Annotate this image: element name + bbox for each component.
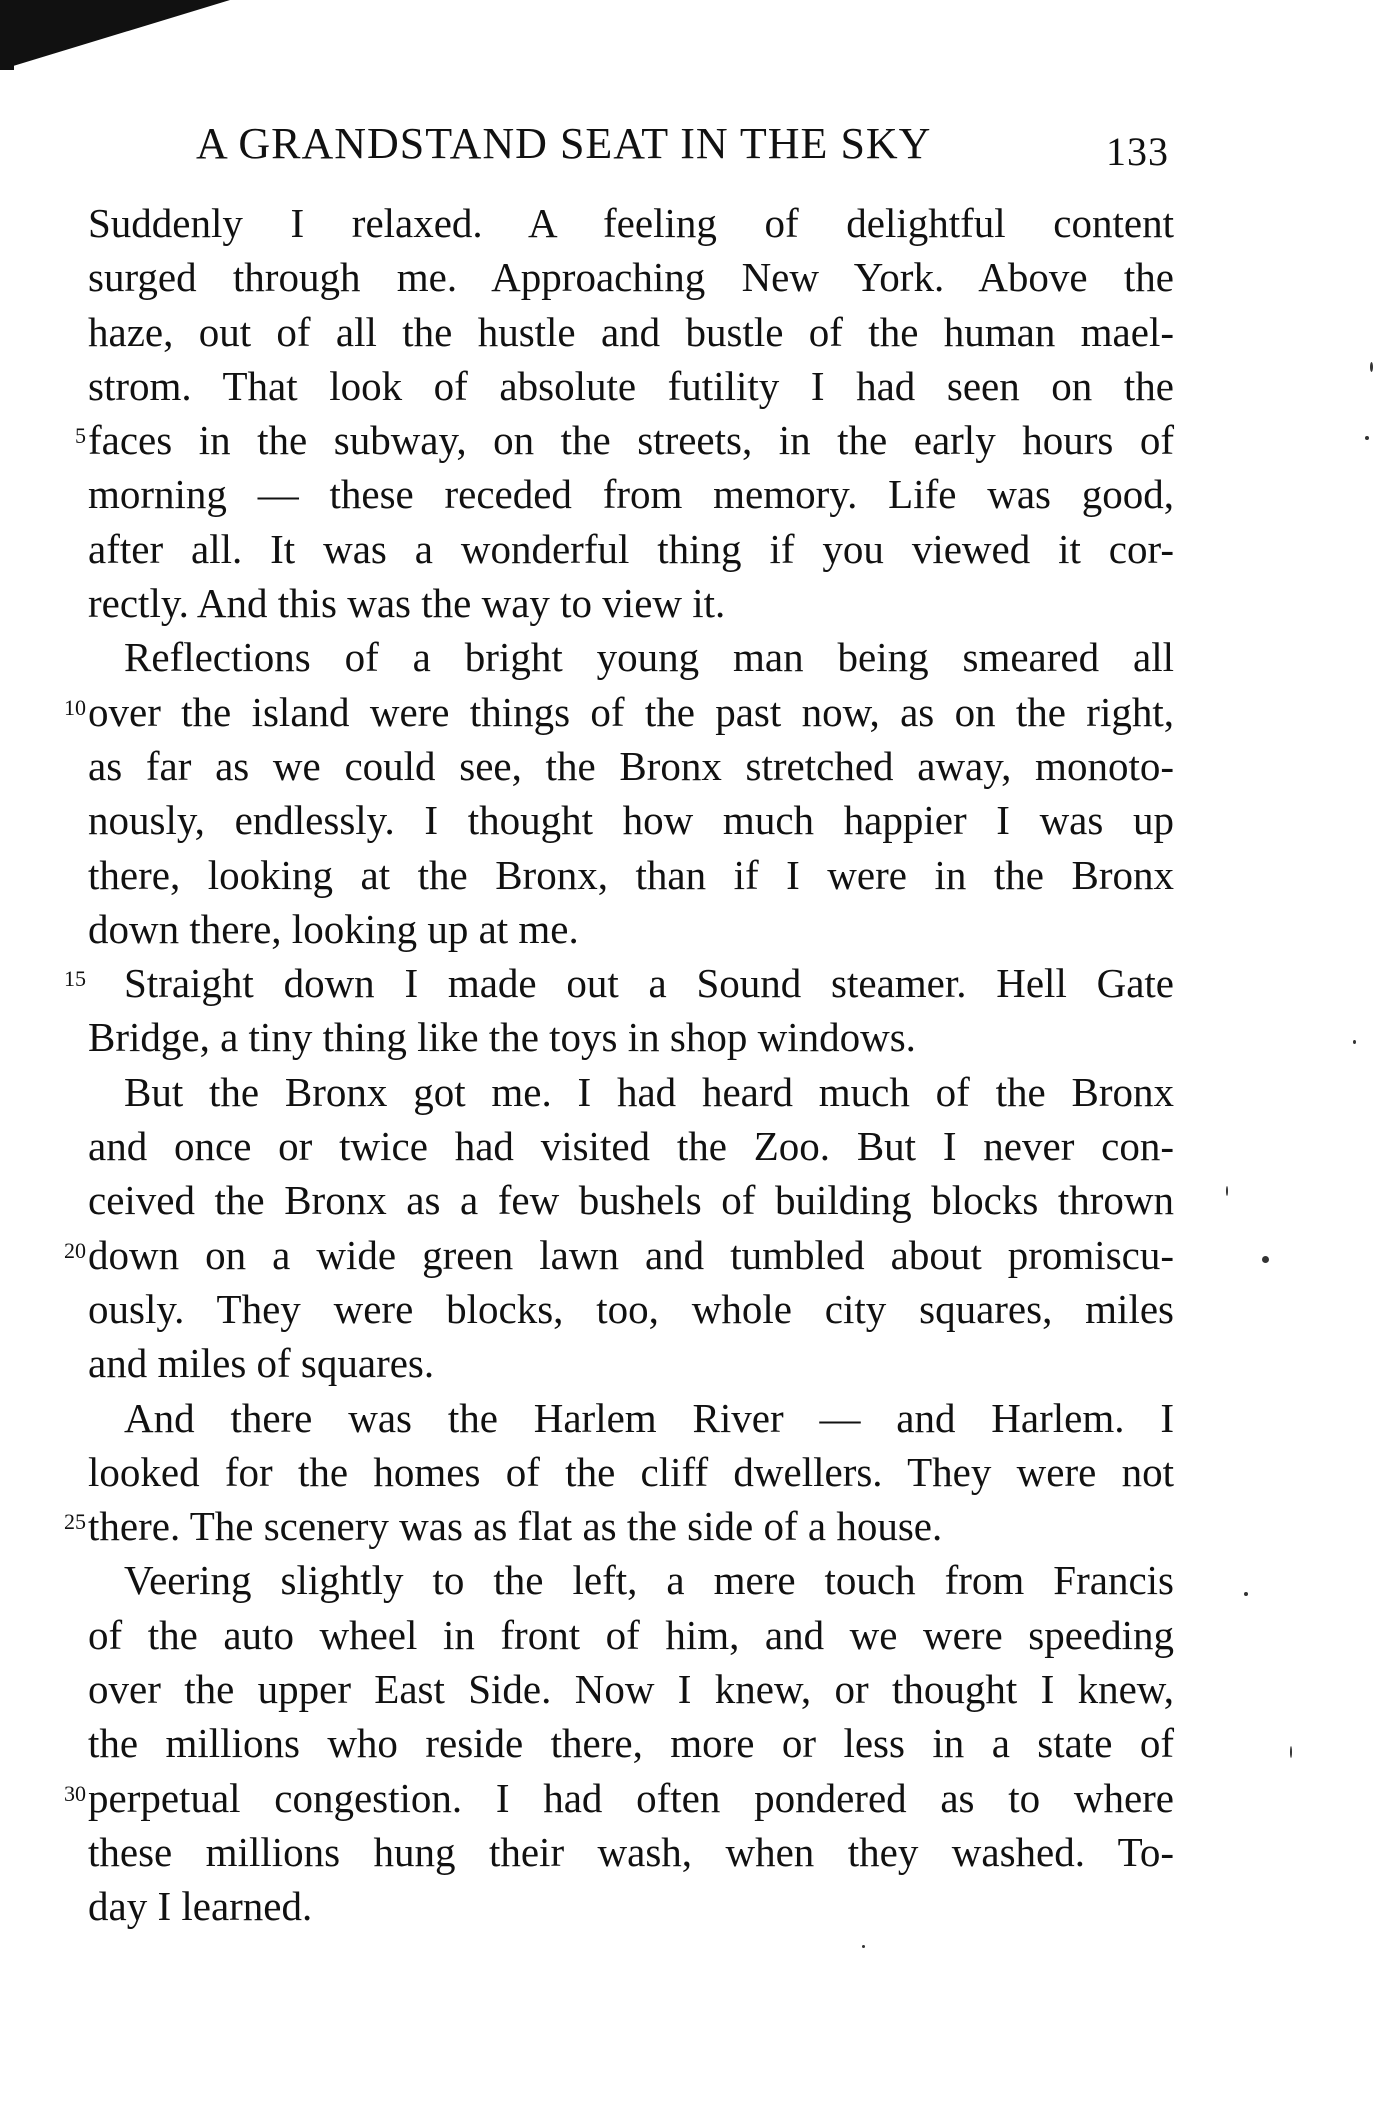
text-line [88, 1825, 1174, 1879]
text-line [88, 522, 1174, 576]
line-text: of the auto wheel in front of him, and we were speeding [88, 1611, 1174, 1658]
line-number: 25 [64, 1509, 86, 1535]
text-line [88, 902, 1174, 956]
text-line [88, 196, 1174, 250]
text-line [64, 1228, 1174, 1282]
line-number: 30 [64, 1780, 86, 1806]
line-text: looked for the homes of the cliff dwellers. They were not [88, 1448, 1174, 1495]
line-text: strom. That look of absolute futility I had seen on the [88, 362, 1174, 409]
line-number: 5 [75, 423, 86, 449]
text-line [64, 685, 1174, 739]
line-text: the millions who reside there, more or less in a state of [88, 1720, 1174, 1767]
line-text: there. The scenery was as flat as the side of a house. [88, 1503, 943, 1550]
text-line [88, 305, 1174, 359]
text-line [88, 250, 1174, 304]
text-line [88, 1553, 1174, 1607]
text-line [88, 576, 1174, 630]
text-line [88, 793, 1174, 847]
line-text: there, looking at the Bronx, than if I were in the Bronx [88, 851, 1174, 898]
running-title: A GRANDSTAND SEAT IN THE SKY [196, 119, 932, 168]
line-text: haze, out of all the hustle and bustle of the human mael- [88, 308, 1174, 355]
line-text: after all. It was a wonderful thing if you viewed it cor- [88, 525, 1174, 572]
scan-corner-artifact [0, 0, 230, 70]
text-line [88, 1716, 1174, 1770]
scan-speck [1353, 1040, 1356, 1044]
line-text: surged through me. Approaching New York. Above the [88, 254, 1174, 301]
line-text: ceived the Bronx as a few bushels of building blocks thrown [88, 1177, 1174, 1224]
line-text: as far as we could see, the Bronx stretched away, monoto- [88, 742, 1174, 789]
text-line [88, 1879, 1174, 1933]
scan-speck [1370, 362, 1373, 372]
line-text: ously. They were blocks, too, whole city squares, miles [88, 1285, 1174, 1332]
line-text: But the Bronx got me. I had heard much of the Bronx [124, 1068, 1174, 1115]
scan-speck [1244, 1592, 1248, 1596]
text-line [88, 467, 1174, 521]
line-text: Suddenly I relaxed. A feeling of delightful content [88, 200, 1174, 246]
text-line [64, 1499, 1174, 1553]
text-line [88, 1608, 1174, 1662]
line-text: morning — these receded from memory. Life was good, [88, 471, 1174, 518]
page-number: 133 [1106, 129, 1169, 174]
line-text: these millions hung their wash, when they washed. To- [88, 1828, 1174, 1875]
line-text: Straight down I made out a Sound steamer. Hell Gate [124, 960, 1174, 1007]
text-line [88, 1662, 1174, 1716]
line-text: and once or twice had visited the Zoo. But I never con- [88, 1123, 1174, 1170]
text-line [88, 848, 1174, 902]
line-text: Bridge, a tiny thing like the toys in shop windows. [88, 1014, 916, 1061]
line-text: Veering slightly to the left, a mere touch from Francis [124, 1557, 1174, 1604]
text-line [88, 1445, 1174, 1499]
text-line [88, 359, 1174, 413]
scan-speck [1365, 436, 1369, 440]
line-number: 20 [64, 1237, 86, 1263]
line-text: Reflections of a bright young man being smeared all [124, 634, 1174, 681]
text-line [88, 1391, 1174, 1445]
body-text [64, 196, 1174, 1934]
text-line [75, 413, 1174, 467]
text-line [88, 630, 1174, 684]
line-text: over the upper East Side. Now I knew, or thought I knew, [88, 1666, 1174, 1713]
scan-speck [1226, 1186, 1228, 1196]
text-line [88, 1173, 1174, 1227]
line-number: 10 [64, 694, 86, 720]
line-text: over the island were things of the past now, as on the right, [88, 688, 1174, 735]
text-line [88, 739, 1174, 793]
line-number: 15 [64, 966, 86, 992]
scan-corner-artifact-tail [0, 0, 14, 70]
text-line [88, 1282, 1174, 1336]
text-line [88, 1119, 1174, 1173]
line-text: and miles of squares. [88, 1340, 435, 1387]
scan-speck [862, 1945, 865, 1948]
line-text: nously, endlessly. I thought how much happier I was up [88, 797, 1174, 844]
line-text: And there was the Harlem River — and Harlem. I [124, 1394, 1174, 1441]
line-text: down on a wide green lawn and tumbled about promiscu- [88, 1231, 1174, 1278]
line-text: day I learned. [88, 1883, 313, 1930]
text-line [88, 1010, 1174, 1064]
line-text: perpetual congestion. I had often pondered as to where [88, 1774, 1174, 1821]
scan-speck [1290, 1746, 1292, 1758]
text-line [88, 1336, 1174, 1390]
line-text: faces in the subway, on the streets, in the early hours of [88, 417, 1174, 464]
text-line [88, 1065, 1174, 1119]
text-line [64, 1771, 1174, 1825]
scan-speck [1262, 1256, 1269, 1263]
line-text: down there, looking up at me. [88, 905, 579, 952]
line-text: rectly. And this was the way to view it. [88, 580, 726, 627]
text-line [64, 956, 1174, 1010]
